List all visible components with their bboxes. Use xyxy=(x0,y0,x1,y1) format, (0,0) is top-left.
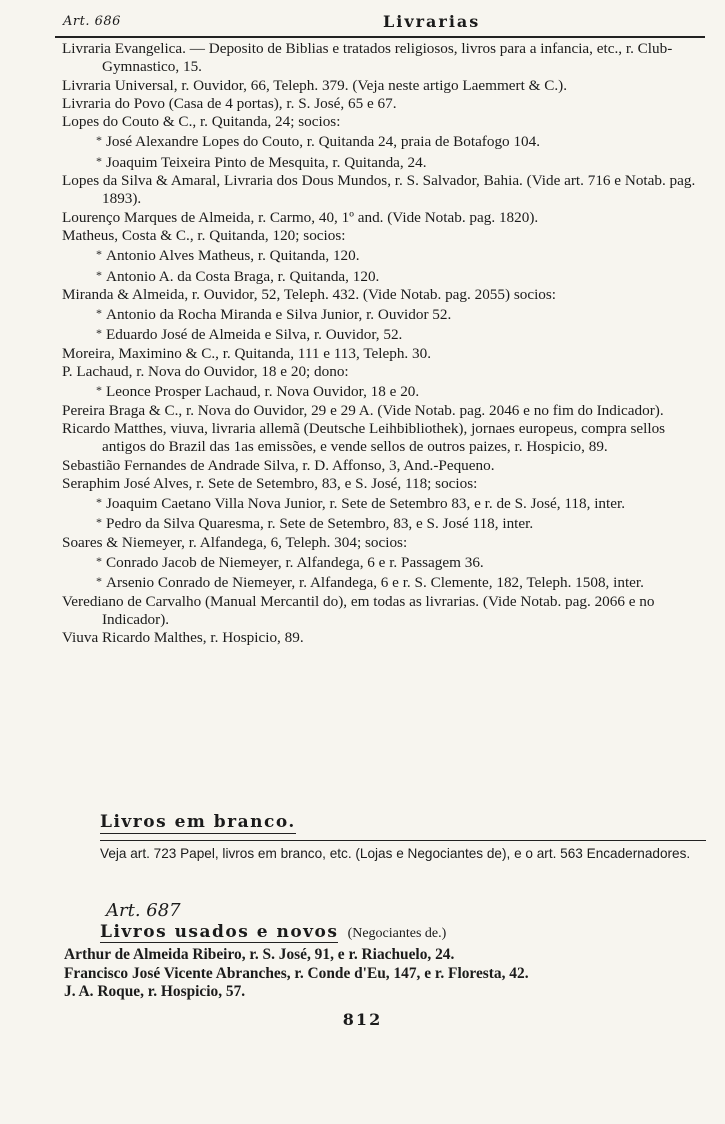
entry-text: Seraphim José Alves, r. Sete de Setembro, 83, e S. José, 118; socios: xyxy=(62,474,478,492)
asterisk-icon: * xyxy=(96,574,102,589)
entry-text: Pedro da Silva Quaresma, r. Sete de Setembro, 83, e S. José 118, inter. xyxy=(106,515,534,533)
used-books-heading xyxy=(100,922,710,943)
entry-text: Viuva Ricardo Malthes, r. Hospicio, 89. xyxy=(62,629,304,647)
asterisk-icon: * xyxy=(96,383,102,398)
asterisk-icon: * xyxy=(96,247,102,262)
entry-text: Antonio Alves Matheus, r. Quitanda, 120. xyxy=(106,247,360,265)
used-books-entry: Arthur de Almeida Ribeiro, r. S. José, 91, e r. Riachuelo, 24. xyxy=(64,946,455,963)
entry-text: Conrado Jacob de Niemeyer, r. Alfandega, 6 e r. Passagem 36. xyxy=(106,554,484,572)
used-books-subtitle: (Negociantes de.) xyxy=(347,926,447,941)
asterisk-icon: * xyxy=(96,495,102,510)
entry-text: José Alexandre Lopes do Couto, r. Quitanda 24, praia de Botafogo 104. xyxy=(106,133,541,151)
blank-books-title: Livros em branco. xyxy=(100,812,296,832)
entry-text: Arsenio Conrado de Niemeyer, r. Alfandega, 6 e r. S. Clemente, 182, Teleph. 1508, inter. xyxy=(106,574,644,592)
partner-entry xyxy=(62,552,702,572)
entry-text: Lopes da Silva & Amaral, Livraria dos Dous Mundos, r. S. Salvador, Bahia. (Vide art. 716 e Notab. pag. 1893). xyxy=(62,172,696,208)
used-books-title: Livros usados e novos xyxy=(100,922,339,942)
entry-text: Verediano de Carvalho (Manual Mercantil do), em todas as livrarias. (Vide Notab. pag. 2066 e no Indicador). xyxy=(62,592,655,628)
entry-text: Leonce Prosper Lachaud, r. Nova Ouvidor, 18 e 20. xyxy=(106,383,420,401)
partner-entry xyxy=(62,324,702,344)
asterisk-icon: * xyxy=(96,133,102,148)
entry-text: Lopes do Couto & C., r. Quitanda, 24; socios: xyxy=(62,113,341,131)
entry-text: Pereira Braga & C., r. Nova do Ouvidor, 29 e 29 A. (Vide Notab. pag. 2046 e no fim do Indicador). xyxy=(62,401,664,419)
firm-entry xyxy=(62,227,702,245)
entry-text: Matheus, Costa & C., r. Quitanda, 120; socios: xyxy=(62,226,346,244)
entry-text: P. Lachaud, r. Nova do Ouvidor, 18 e 20; dono: xyxy=(62,363,349,381)
firm-entry xyxy=(62,95,702,113)
entry-text: Ricardo Matthes, viuva, livraria allemã (Deutsche Leihbibliothek), jornaes europeus, compra sellos antigos do Brazil das 1as emissões, e vende sellos de outros paizes, r. Hospicio, 89. xyxy=(62,419,666,456)
firm-entry xyxy=(62,77,702,95)
firm-entry xyxy=(62,363,702,381)
partner-entry xyxy=(62,131,702,151)
blank-books-section xyxy=(100,812,710,862)
entry-text: Joaquim Teixeira Pinto de Mesquita, r. Quitanda, 24. xyxy=(106,153,427,171)
entry-text: Lourenço Marques de Almeida, r. Carmo, 40, 1º and. (Vide Notab. pag. 1820). xyxy=(62,208,539,226)
firm-entry xyxy=(62,420,702,457)
section-divider xyxy=(100,840,706,841)
partner-entry xyxy=(62,513,702,533)
entry-text: Moreira, Maximino & C., r. Quitanda, 111 e 113, Teleph. 30. xyxy=(62,344,431,362)
entry-text: Sebastião Fernandes de Andrade Silva, r. D. Affonso, 3, And.-Pequeno. xyxy=(62,456,495,474)
used-books-entry: J. A. Roque, r. Hospicio, 57. xyxy=(64,983,246,1000)
asterisk-icon: * xyxy=(96,267,102,282)
entry-text: Eduardo José de Almeida e Silva, r. Ouvidor, 52. xyxy=(106,326,403,344)
partner-entry xyxy=(62,304,702,324)
asterisk-icon: * xyxy=(96,153,102,168)
blank-books-note: Veja art. 723 Papel, livros em branco, etc. (Lojas e Negociantes de), e o art. 563 Encadernadores. xyxy=(100,846,691,861)
partner-entry xyxy=(62,381,702,401)
firm-entry xyxy=(62,345,702,363)
firm-entry xyxy=(62,534,702,552)
firm-entry xyxy=(62,475,702,493)
partner-entry xyxy=(62,245,702,265)
header-article-ref: Art. 686 xyxy=(63,14,121,29)
firm-entry xyxy=(62,286,702,304)
used-books-article-ref: Art. 687 xyxy=(106,900,181,921)
firm-entry xyxy=(62,209,702,227)
asterisk-icon: * xyxy=(96,554,102,569)
firm-entry xyxy=(62,40,702,77)
entry-text: Antonio A. da Costa Braga, r. Quitanda, 120. xyxy=(106,267,380,285)
entry-text: Livraria do Povo (Casa de 4 portas), r. S. José, 65 e 67. xyxy=(62,94,397,112)
firm-entry xyxy=(62,629,702,647)
partner-entry xyxy=(62,152,702,172)
firm-entry xyxy=(62,593,702,630)
entry-text: Livraria Universal, r. Ouvidor, 66, Teleph. 379. (Veja neste artigo Laemmert & C.). xyxy=(62,76,567,94)
partner-entry xyxy=(62,266,702,286)
entry-text: Livraria Evangelica. — Deposito de Biblias e tratados religiosos, livros para a infancia, etc., r. Club-Gymnastico, 15. xyxy=(62,40,673,76)
firm-entry xyxy=(62,402,702,420)
used-books-entries xyxy=(64,946,704,1002)
asterisk-icon: * xyxy=(96,306,102,321)
asterisk-icon: * xyxy=(96,515,102,530)
entry-text: Joaquim Caetano Villa Nova Junior, r. Sete de Setembro 83, e r. de S. José, 118, inter. xyxy=(106,495,625,513)
bookshop-entries xyxy=(62,40,702,648)
firm-entry xyxy=(62,457,702,475)
partner-entry xyxy=(62,572,702,592)
entry-text: Miranda & Almeida, r. Ouvidor, 52, Teleph. 432. (Vide Notab. pag. 2055) socios: xyxy=(62,285,557,303)
firm-entry xyxy=(62,172,702,209)
partner-entry xyxy=(62,493,702,513)
asterisk-icon: * xyxy=(96,326,102,341)
entry-text: Antonio da Rocha Miranda e Silva Junior, r. Ouvidor 52. xyxy=(106,306,452,324)
page-header xyxy=(55,6,705,38)
firm-entry xyxy=(62,113,702,131)
used-books-entry: Francisco José Vicente Abranches, r. Conde d'Eu, 147, e r. Floresta, 42. xyxy=(64,964,529,982)
page-number: 812 xyxy=(342,1010,383,1029)
entry-text: Soares & Niemeyer, r. Alfandega, 6, Teleph. 304; socios: xyxy=(62,533,408,551)
header-title: Livrarias xyxy=(383,12,481,31)
